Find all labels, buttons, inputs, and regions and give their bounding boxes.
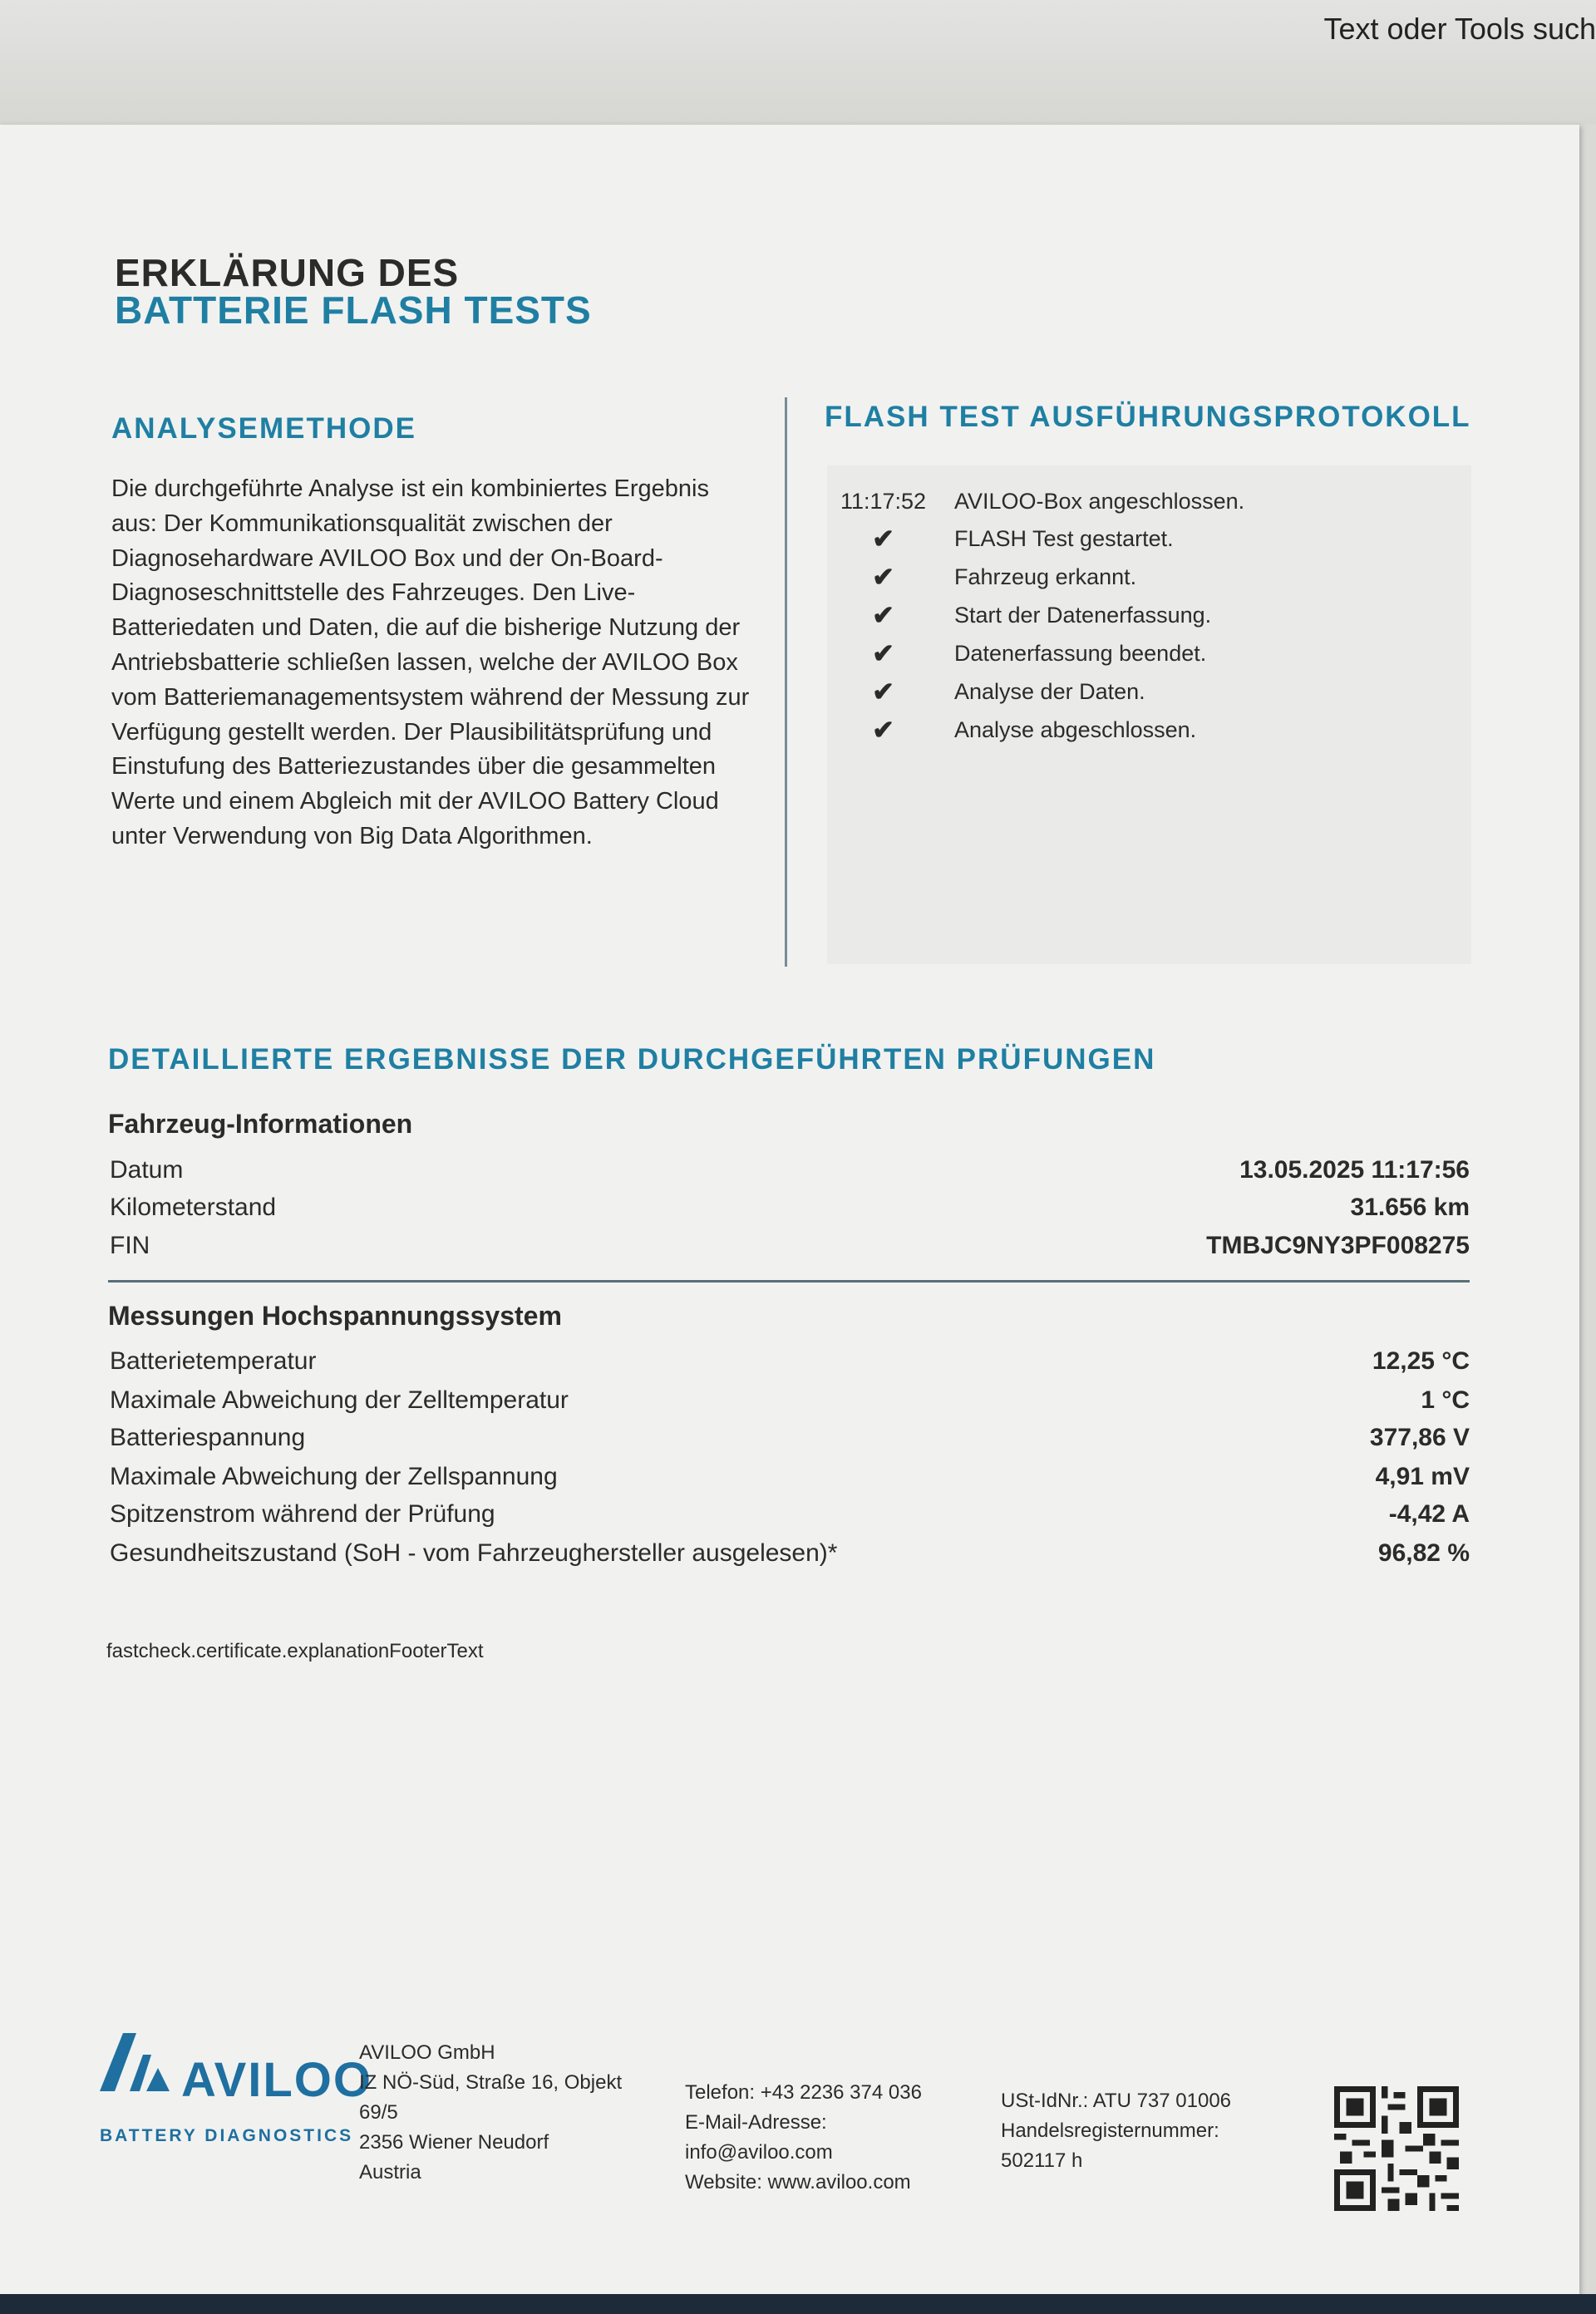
result-label: Kilometerstand: [110, 1194, 277, 1221]
address-line: 2356 Wiener Neudorf: [359, 2131, 549, 2154]
qr-code-icon: [1334, 2086, 1459, 2211]
result-value: 96,82 %: [1377, 1539, 1470, 1567]
protocol-heading: FLASH TEST AUSFÜHRUNGSPROTOKOLL: [825, 401, 1471, 433]
result-label: Maximale Abweichung der Zelltemperatur: [110, 1386, 569, 1414]
brand-tagline: BATTERY DIAGNOSTICS: [100, 2126, 354, 2145]
company-address: [359, 2038, 622, 2188]
check-icon: ✔: [872, 677, 894, 707]
result-value: 377,86 V: [1369, 1424, 1470, 1451]
protocol-entry-text: Analyse der Daten.: [954, 679, 1145, 704]
check-icon: ✔: [872, 715, 894, 745]
address-line: Austria: [359, 2161, 421, 2184]
result-row: [108, 1229, 1470, 1263]
phone-text: Telefon: +43 2236 374 036: [685, 2081, 922, 2104]
result-value: 12,25 °C: [1372, 1347, 1470, 1375]
check-icon: ✔: [872, 600, 894, 630]
check-icon: ✔: [872, 524, 894, 554]
address-line: 69/5: [359, 2101, 398, 2124]
search-input[interactable]: Text oder Tools such: [1323, 12, 1596, 46]
taskbar: [0, 2294, 1596, 2314]
result-row: [108, 1384, 1470, 1417]
result-label: Maximale Abweichung der Zellspannung: [110, 1463, 558, 1490]
protocol-entry-text: Fahrzeug erkannt.: [954, 564, 1137, 589]
result-label: FIN: [110, 1232, 150, 1259]
address-line: IZ NÖ-Süd, Straße 16, Objekt: [359, 2071, 623, 2094]
registry-number: 502117 h: [1001, 2149, 1083, 2172]
brand-wordmark: AVILOO: [181, 2053, 373, 2107]
page-title-line2: BATTERIE FLASH TESTS: [115, 288, 592, 332]
result-row: [108, 1421, 1470, 1455]
result-label: Spitzenstrom während der Prüfung: [110, 1500, 495, 1528]
section-divider: [108, 1280, 1470, 1283]
result-row: [108, 1191, 1470, 1224]
vat-id: USt-IdNr.: ATU 737 01006: [1001, 2090, 1232, 2112]
result-value: TMBJC9NY3PF008275: [1206, 1232, 1470, 1259]
vehicle-info-heading: Fahrzeug-Informationen: [108, 1109, 413, 1139]
protocol-entry-text: Start der Datenerfassung.: [954, 603, 1212, 628]
registry-info: [1001, 2086, 1231, 2176]
check-icon: ✔: [872, 562, 894, 592]
footer-placeholder-text: fastcheck.certificate.explanationFooterText: [106, 1640, 484, 1662]
contact-info: [685, 2078, 922, 2198]
result-value: 31.656 km: [1350, 1194, 1470, 1221]
page-title-line1: ERKLÄRUNG DES: [115, 251, 460, 294]
analysis-heading: ANALYSEMETHODE: [111, 412, 417, 445]
protocol-entry-text: Analyse abgeschlossen.: [954, 717, 1197, 742]
result-label: Datum: [110, 1156, 184, 1184]
column-divider: [785, 397, 787, 967]
result-value: 4,91 mV: [1375, 1463, 1470, 1490]
result-label: Batteriespannung: [110, 1424, 306, 1451]
result-value: -4,42 A: [1388, 1500, 1470, 1528]
result-row: [108, 1345, 1470, 1378]
result-label: Batterietemperatur: [110, 1347, 317, 1375]
website-link[interactable]: Website: www.aviloo.com: [685, 2171, 911, 2193]
results-heading: DETAILLIERTE ERGEBNISSE DER DURCHGEFÜHRTEN PRÜFUNGEN: [108, 1043, 1156, 1076]
result-value: 13.05.2025 11:17:56: [1239, 1156, 1470, 1184]
result-row: [108, 1154, 1470, 1187]
address-line: AVILOO GmbH: [359, 2041, 495, 2064]
protocol-entry-text: Datenerfassung beendet.: [954, 641, 1207, 666]
analysis-paragraph: Die durchgeführte Analyse ist ein kombiniertes Ergebnis aus: Der Kommunikationsqualität zwischen der Diagnosehardware AVILOO Box und der On-Board-Diagnoseschnittstelle des Fahrzeuges. Den Live-Batteriedaten und Daten, die auf die bisherige Nutzung der Antriebsbatterie schließen lassen, welche der AVILOO Box vom Batteriemanagementsystem während der Messung zur Verfügung gestellt werden. Der Plausibilitätsprüfung und Einstufung des Batteriezustandes über die gesammelten Werte und einem Abgleich mit der AVILOO Battery Cloud unter Verwendung von Big Data Algorithmen.: [111, 475, 750, 849]
registry-label: Handelsregisternummer:: [1001, 2120, 1219, 2142]
hv-measurements-heading: Messungen Hochspannungssystem: [108, 1301, 562, 1331]
result-row: [108, 1537, 1470, 1570]
protocol-entry-text: AVILOO-Box angeschlossen.: [954, 489, 1245, 514]
timestamp: 11:17:52: [840, 489, 927, 514]
result-label: Gesundheitszustand (SoH - vom Fahrzeughersteller ausgelesen)*: [110, 1539, 838, 1567]
result-row: [108, 1460, 1470, 1494]
result-row: [108, 1498, 1470, 1531]
email-link[interactable]: info@aviloo.com: [685, 2141, 833, 2164]
viewer-toolbar: [0, 0, 1596, 125]
result-value: 1 °C: [1421, 1386, 1470, 1414]
protocol-entry-text: FLASH Test gestartet.: [954, 526, 1174, 551]
email-label: E-Mail-Adresse:: [685, 2111, 827, 2134]
check-icon: ✔: [872, 638, 894, 668]
